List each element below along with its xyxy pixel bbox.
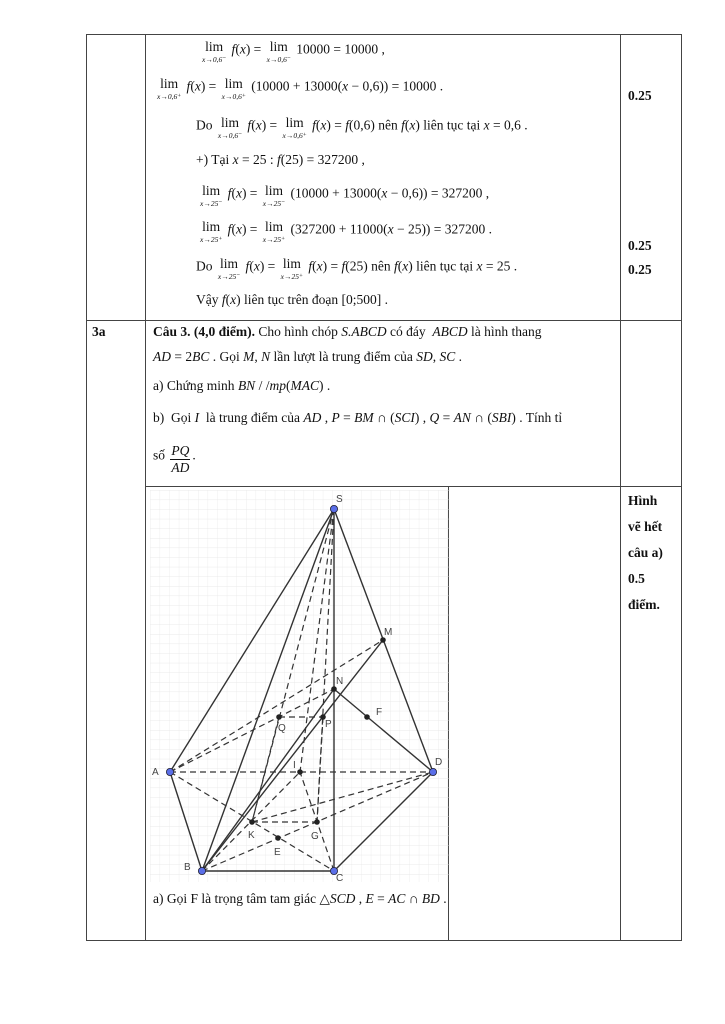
point-E — [275, 835, 281, 841]
row-divider — [87, 320, 681, 321]
label-S: S — [336, 494, 343, 505]
point-A — [166, 768, 173, 775]
figure-score-note: Hình vẽ hết câu a) 0.5 điểm. — [628, 493, 663, 612]
math-line-1: lim x→0,6⁻ f(x) = lim x→0,6⁻ 10000 = 10000 , — [202, 39, 385, 64]
point-N — [331, 686, 337, 692]
question-line-1: Câu 3. (4,0 điểm). Cho hình chóp S.ABCD có đáy ABCD là hình thang — [153, 324, 542, 339]
math-line-6: lim x→25⁺ f(x) = lim x→25⁺ (327200 + 11000(x − 25)) = 327200 . — [200, 219, 493, 244]
label-N: N — [336, 676, 344, 687]
math-line-2: lim x→0,6⁺ f(x) = lim x→0,6⁺ (10000 + 13000(x − 0,6)) = 10000 . — [157, 76, 444, 101]
figure-row-divider — [145, 486, 681, 487]
label-G: G — [311, 831, 319, 842]
math-line-8: Vậy f(x) liên tục trên đoạn [0;500] . — [196, 292, 388, 307]
score-1: 0.25 — [628, 88, 652, 103]
label-K: K — [248, 830, 255, 841]
question-line-2: AD = 2BC . Gọi M, N lần lượt là trung điểm của SD, SC . — [153, 349, 462, 364]
column-divider-1 — [145, 35, 146, 940]
label-F: F — [376, 707, 383, 718]
question-part-a: a) Chứng minh BN / /mp(MAC) . — [153, 378, 331, 393]
label-A: A — [152, 767, 159, 778]
label-M: M — [384, 627, 393, 638]
math-line-3: Do lim x→0,6⁻ f(x) = lim x→0,6⁺ f(x) = f(0,6) nên f(x) liên tục tại x = 0,6 . — [196, 115, 528, 140]
label-C: C — [336, 873, 344, 882]
score-2: 0.25 — [628, 238, 652, 253]
question-part-b: b) Gọi I là trung điểm của AD , P = BM ∩ (SCI) , Q = AN ∩ (SBI) . Tính tỉ — [153, 410, 563, 425]
label-P: P — [325, 719, 332, 730]
point-M — [380, 637, 386, 643]
label-Q: Q — [278, 723, 286, 734]
point-B — [198, 867, 205, 874]
point-D — [429, 768, 436, 775]
math-line-7: Do lim x→25⁻ f(x) = lim x→25⁺ f(x) = f(25) nên f(x) liên tục tại x = 25 . — [196, 256, 518, 281]
question-id: 3a — [92, 324, 106, 339]
point-F — [364, 714, 370, 720]
math-line-5: lim x→25⁻ f(x) = lim x→25⁻ (10000 + 13000(x − 0,6)) = 327200 , — [200, 183, 490, 208]
label-D: D — [435, 757, 443, 768]
question-ratio: số $\frac{PQ}{AD}$ . — [153, 443, 196, 475]
point-S — [330, 505, 337, 512]
point-Q — [276, 714, 282, 720]
math-line-4: +) Tại x = 25 : f(25) = 327200 , — [196, 152, 365, 167]
label-E: E — [274, 847, 281, 858]
score-3: 0.25 — [628, 262, 652, 277]
label-B: B — [184, 862, 191, 873]
label-I: I — [293, 760, 296, 771]
pyramid-figure — [150, 490, 450, 882]
point-K — [249, 819, 255, 825]
point-G — [314, 819, 320, 825]
answer-part-a: a) Gọi F là trọng tâm tam giác △SCD , E = AC ∩ BD . — [153, 891, 447, 906]
column-divider-2 — [620, 35, 621, 940]
point-I — [297, 769, 303, 775]
